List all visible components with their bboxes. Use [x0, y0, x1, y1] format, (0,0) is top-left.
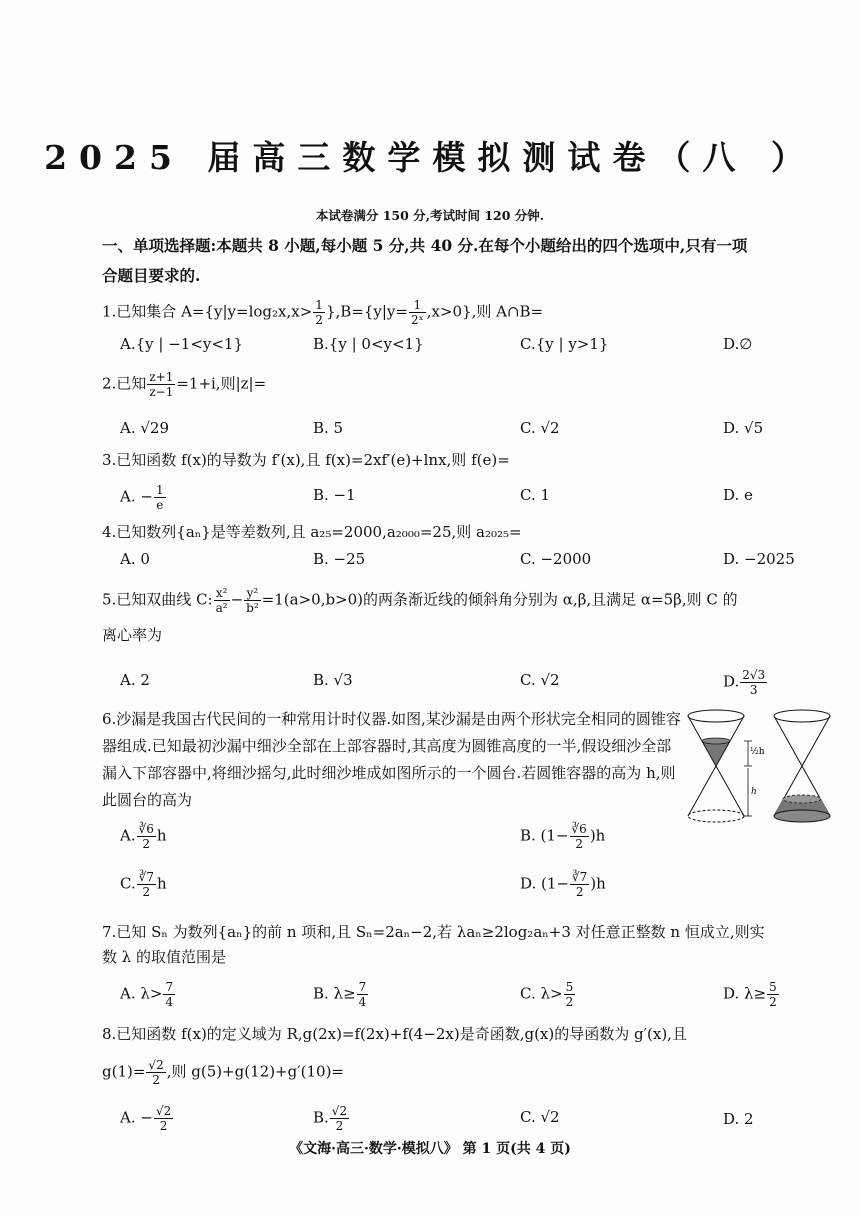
question-8-stem: 8.已知函数 f(x)的定义域为 R,g(2x)=f(2x)+f(4−2x)是奇函数,g(x)的导函数为 g′(x),且 [102, 1025, 687, 1043]
page-title: 2025 届高三数学模拟测试卷（八 ） [44, 138, 816, 177]
option-b: B. 5 [313, 419, 344, 437]
option-a: A.{y | −1<y<1} [120, 335, 244, 353]
question-6-stem: 6.沙漏是我国古代民间的一种常用计时仪器.如图,某沙漏是由两个形状完全相同的圆锥容器组成.已知最初沙漏中细沙全部在上部容器时,其高度为圆锥高度的一半,假设细沙全部漏入下部容器中,将细沙摇匀,此时细沙堆成如图所示的一个圆台.若圆锥容器的高为 h,则此圆台的高为 [102, 710, 681, 809]
option-a: A. $\frac{∛6}{2}$ h [120, 822, 167, 851]
option-b: B. λ≥ $\frac{7}{4}$ [313, 980, 367, 1009]
fraction: $\frac{1}{\text{2ˣ}}$ [410, 298, 424, 327]
option-c: C. √2 [520, 671, 560, 689]
option-a: A. 2 [120, 671, 150, 689]
fraction: $\frac{1}{2}$ [315, 298, 323, 327]
question-1-stem: 1.已知集合 A={y|y=log₂x,x> $\frac{1}{2}$ },B={y|y= $\frac{1}{\text{2ˣ}}$ ,x>0},则 A∩B= [102, 298, 544, 327]
option-c: C.{y | y>1} [520, 335, 609, 353]
option-d: D. √5 [723, 419, 764, 437]
question-5-stem: 5.已知双曲线 C: $\frac{\text{x²}}{\text{a²}}$ − $\frac{\text{y²}}{\text{b²}}$ =1(a>0,b>0)的两条渐近线的倾斜角分别为 α,β,且满足 α=5β,则 C 的 [102, 586, 738, 615]
exam-info: 本试卷满分 150 分,考试时间 120 分钟. [315, 208, 545, 223]
option-a: A. √29 [120, 419, 170, 437]
hourglass-figure [684, 706, 848, 824]
option-d: D. 2 [723, 1110, 754, 1128]
question-5-stem-cont: 离心率为 [102, 626, 163, 644]
option-c: C. √2 [520, 419, 560, 437]
option-d: D. $\frac{2√3}{3}$ [723, 668, 766, 697]
option-c: C. λ> $\frac{5}{2}$ [520, 980, 574, 1009]
fraction: $\frac{z+1}{z-1}$ [149, 370, 174, 399]
page-footer: 《文海·高三·数学·模拟八》 第 1 页(共 4 页) [289, 1141, 571, 1157]
question-7-stem-cont: 数 λ 的取值范围是 [102, 948, 227, 966]
option-a: A. 0 [120, 550, 150, 568]
question-3-stem: 3.已知函数 f(x)的导数为 f′(x),且 f(x)=2xf′(e)+lnx,则 f(e)= [102, 451, 510, 469]
question-7-stem: 7.已知 Sₙ 为数列{aₙ}的前 n 项和,且 Sₙ=2aₙ−2,若 λaₙ≥2log₂aₙ+3 对任意正整数 n 恒成立,则实 [102, 923, 765, 941]
option-b: B. √3 [313, 671, 353, 689]
option-b: B. −1 [313, 486, 356, 504]
option-a: A. λ> $\frac{7}{4}$ [120, 980, 174, 1009]
question-4-stem: 4.已知数列{aₙ}是等差数列,且 a₂₅=2000,a₂₀₀₀=25,则 a₂₀₂₅= [102, 523, 522, 541]
figure-label-half-h: ½h [750, 747, 765, 757]
figure-label-h: h [751, 787, 757, 797]
option-c: C. √2 [520, 1108, 560, 1126]
question-8-stem-cont: g(1)= $\frac{√2}{2}$ ,则 g(5)+g(12)+g′(10)= [102, 1058, 344, 1087]
option-c: C. $\frac{∛7}{2}$ h [120, 870, 167, 899]
option-b: B. $\frac{√2}{2}$ [313, 1104, 348, 1133]
option-d: D.∅ [723, 335, 753, 353]
option-d: D. −2025 [723, 550, 795, 568]
option-d: D. λ≥ $\frac{5}{2}$ [723, 980, 777, 1009]
option-b: B. (1− $\frac{∛6}{2}$ )h [520, 822, 606, 851]
question-2-stem: 2.已知 $\frac{z+1}{z-1}$ =1+i,则|z|= [102, 370, 267, 399]
option-c: C. −2000 [520, 550, 592, 568]
option-a: A. − $\frac{√2}{2}$ [120, 1104, 172, 1133]
section-heading: 一、单项选择题:本题共 8 小题,每小题 5 分,共 40 分.在每个小题给出的四个选项中,只有一项 [102, 236, 748, 255]
option-d: D. e [723, 486, 753, 504]
option-a: A. − $\frac{1}{e}$ [120, 483, 164, 512]
option-c: C. 1 [520, 486, 551, 504]
option-b: B. −25 [313, 550, 366, 568]
option-b: B.{y | 0<y<1} [313, 335, 424, 353]
section-heading-cont: 合题目要求的. [102, 266, 201, 285]
option-d: D. (1− $\frac{∛7}{2}$ )h [520, 870, 606, 899]
